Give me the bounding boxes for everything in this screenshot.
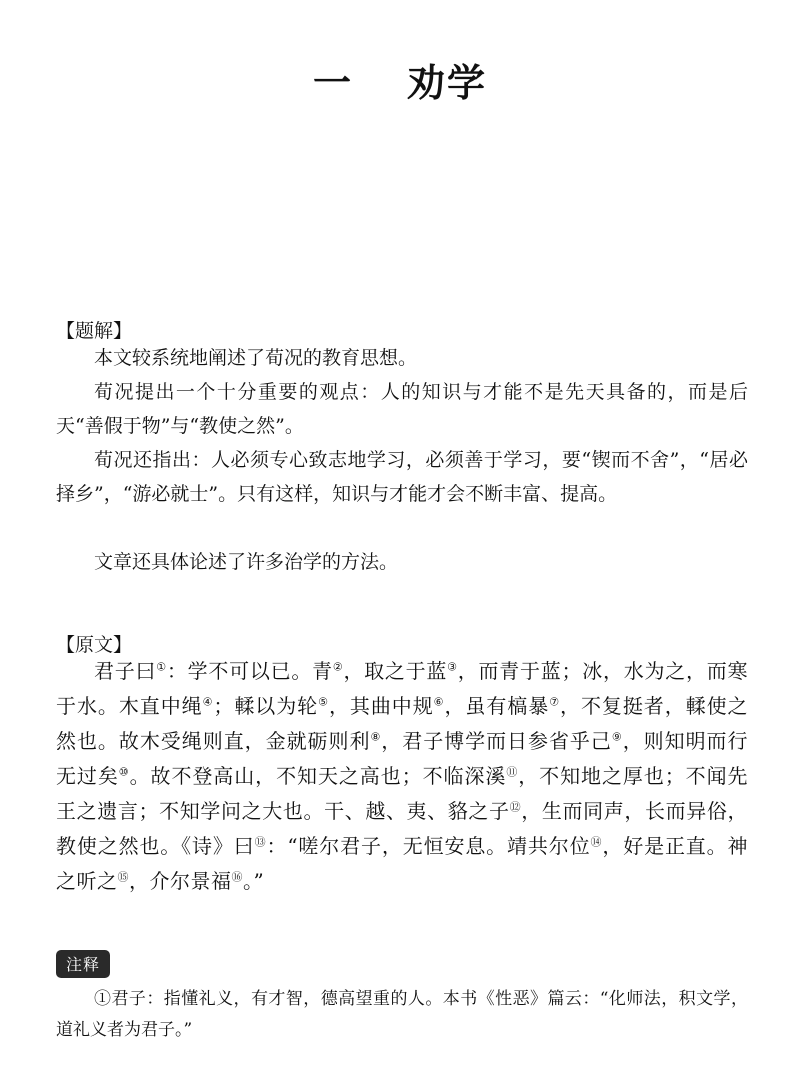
tijie-paragraph-4: 文章还具体论述了许多治学的方法。 [94,551,399,573]
yuanwen-segment: ，介尔景福 [129,869,232,893]
footnote-ref[interactable]: ⑦ [549,695,560,709]
footnote-ref[interactable]: ⑮ [117,870,129,884]
chapter-name: 劝学 [407,61,488,105]
tijie-paragraph-3: 荀况还指出：人必须专心致志地学习，必须善于学习，要“锲而不舍”，“居必择乡”，“游必就士”。只有这样，知识与才能才会不断丰富、提高。 [56,449,748,505]
yuanwen-segment: 。故不登高山，不知天之高也；不临深溪 [129,764,507,788]
notes-label-badge: 注释 [56,950,110,978]
yuanwen-segment: 。” [243,869,265,893]
yuanwen-segment: ，虽有槁暴 [444,694,550,718]
yuanwen-segment: ：学不可以已。青 [166,659,333,683]
yuanwen-segment: ，取之于蓝 [343,659,448,683]
yuanwen-text [56,654,748,899]
yuanwen-segment: ，君子博学而日参省乎己 [381,729,612,753]
yuanwen-segment: ，则知明而行无过矣 [56,729,748,788]
footnote-ref[interactable]: ⑩ [118,765,130,779]
footnote-ref[interactable]: ① [156,660,167,674]
footnote-ref[interactable]: ⑤ [318,695,329,709]
footnote-ref[interactable]: ⑬ [254,835,267,849]
yuanwen-heading: 【原文】 [56,634,133,656]
tijie-paragraph-2: 荀况提出一个十分重要的观点：人的知识与才能不是先天具备的，而是后天“善假于物”与“教使之然”。 [56,381,748,437]
yuanwen-segment: ，不复挺者，輮使之然也。故木受绳则直，金就砺则利 [56,694,749,753]
note-1: ①君子：指懂礼义，有才智，德高望重的人。本书《性恶》篇云：“化师法，积文学，道礼义者为君子。” [56,989,748,1040]
yuanwen-segment: ，好是正直。神之听之 [56,834,749,893]
tijie-heading: 【题解】 [56,320,133,342]
yuanwen-segment: ，生而同声，长而异俗，教使之然也。《诗》曰 [56,799,749,858]
footnote-ref[interactable]: ⑫ [509,800,522,814]
yuanwen-segment: ；輮以为轮 [213,694,319,718]
footnote-ref[interactable]: ⑥ [433,695,445,709]
yuanwen-segment: ：“嗟尔君子，无恒安息。靖共尔位 [266,834,591,858]
yuanwen-segment: ，而青于蓝；冰，水为之，而寒于水。木直中绳 [56,659,748,718]
footnote-ref[interactable]: ⑭ [590,835,603,849]
yuanwen-segment: 君子曰 [94,659,157,683]
tijie-paragraph-1: 本文较系统地阐述了荀况的教育思想。 [94,347,418,369]
footnote-ref[interactable]: ⑨ [611,730,623,744]
yuanwen-segment: ，其曲中规 [328,694,434,718]
footnote-ref[interactable]: ⑯ [231,870,243,884]
chapter-number: 一 [312,61,353,105]
footnote-ref[interactable]: ⑧ [370,730,382,744]
footnote-ref[interactable]: ⑪ [506,765,519,779]
chapter-title [0,52,800,107]
footnote-ref[interactable]: ③ [447,660,458,674]
footnote-ref[interactable]: ② [332,660,344,674]
yuanwen-segment: ，不知地之厚也；不闻先王之遗言；不知学问之大也。干、越、夷、貉之子 [56,764,749,823]
footnote-ref[interactable]: ④ [202,695,214,709]
